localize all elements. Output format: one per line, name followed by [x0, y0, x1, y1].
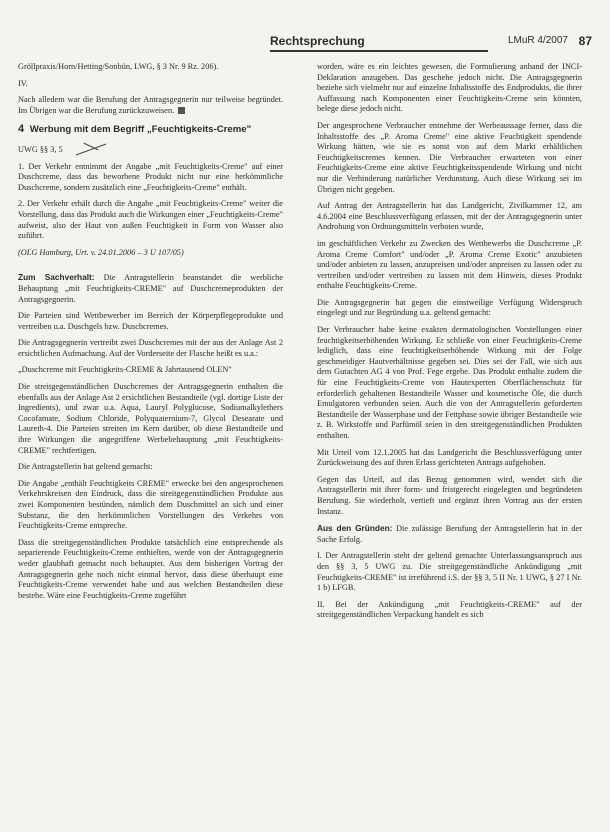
running-head: Rechtsprechung: [270, 34, 488, 52]
end-square-icon: [178, 107, 185, 114]
right-p7: Mit Urteil vom 12.1.2005 hat das Landgericht die Beschlussverfügung unter Zurückweisung des auf ihren Erlass gerichteten Antrags aufgehoben.: [317, 447, 582, 468]
reasons-paragraph: [317, 523, 582, 545]
closing-text: Nach alledem war die Berufung der Antragsgegnerin nur teilweise begründet. Im Übrigen war die Berufung zurückzuweisen.: [18, 95, 283, 115]
handwritten-mark-icon: [73, 144, 111, 154]
right-p8: Gegen das Urteil, auf das Bezug genommen wird, wendet sich die Antragstellerin mit ihrer form- und fristgerecht eingelegten und begründeten Berufung. Sie wiederholt, vertieft und ergänzt ihren Vortrag aus der ersten Instanz.: [317, 474, 582, 516]
guideline-2: 2. Der Verkehr erhält durch die Angabe „mit Feuchtigkeits-Creme" weiter die Vorstellung, dass das Produkt auch die Wirkungen einer „Feuchtigkeits-Creme" aufweist, also der Haut von außen Feuchtigkeit in Form von Wasser also zuführt.: [18, 199, 283, 241]
reasons-r2: II. Bei der Ankündigung „mit Feuchtigkeits-CREME" auf der streitgegenständlichen Verpackung handelt es sich: [317, 599, 582, 620]
right-p4: im geschäftlichen Verkehr zu Zwecken des Wettbewerbs die Duschcreme „P. Aroma Creme Comfort" und/oder „P. Aroma Creme Exotic" anzubieten und/oder anbieten zu lassen, anzupreisen und/oder anpreisen zu lassen oder zu vertreiben und/oder vertreiben zu lassen mit dem Hinweis, dieses Produkt enthalte Feuchtigkeits-Creme.: [317, 238, 582, 291]
right-p2: Der angesprochene Verbraucher entnehme der Werbeaussage ferner, dass die Inhaltsstoffe des „P. Aroma Creme" eine aktive Feuchtigkeit spendende Wirkung hätten, wie sie es sonst von auf dem Markt erhältlichen Feuchtigkeitscremes kennen. Die Verbraucher erwarteten von einer Feuchtigkeits-Creme eine aktive Feuchtigkeitsspendende Wirkung und nicht nur die Verhinderung natürlicher Verdunstung. Auch diese Wirkung sei im Übrigen nicht gegeben.: [317, 120, 582, 194]
facts-p3: Die streitgegenständlichen Duschcremes der Antragsgegnerin enthalten die ebenfalls aus der Anlage Ast 2 ersichtlichen Bestandteile (vgl. dortige Liste der Ingredients), und zwar u.a. Aqua, Lauryl Polyglucose, Sodiumalkylethers Cocofamate, Sodium Chloride, Polyquaternium-7, Glycol Desearate und Laureth-4. Die Parteien streiten im Kern darüber, ob diese Bestandteile und ihre Wirkungen die angegriffene Werbebehauptung „mit Feuchtigkeits-CREME" rechtfertigen.: [18, 382, 283, 455]
facts-label: Zum Sachverhalt:: [18, 272, 95, 283]
facts-paragraph: [18, 272, 283, 305]
facts-p2: Die Antragsgegnerin vertreibt zwei Duschcremes mit der aus der Anlage Ast 2 ersichtlichen Aufmachung. Auf der Vorderseite der Flasche heißt es u.a.:: [18, 338, 283, 358]
product-quote: „Duschcreme mit Feuchtigkeits-CREME & Jahrtausend OLEN": [18, 365, 232, 375]
facts-p1: Die Parteien sind Wettbewerber im Bereich der Körperpflegeprodukte und vertreiben u.a. Duschgels bzw. Duschcremes.: [18, 311, 283, 331]
reasons-label: Aus den Gründen:: [317, 523, 393, 534]
case-heading: [18, 124, 283, 136]
reasons-intro: Die zulässige Berufung der Antragstellerin hat in der Sache Erfolg.: [317, 524, 583, 544]
reasons-r1: I. Der Antragstellerin steht der geltend gemachte Unterlassungsanspruch aus den §§ 3, 5 UWG zu. Die streitgegenständliche Ankündigung „mit Feuchtigkeits-CREME" ist irreführend i.S. der §§ 3, 5 II Nr. 1 UWG, § 27 I Nr. 1 b) LFGB.: [317, 551, 582, 593]
facts-intro: Die Antragstellerin beanstandet die werbliche Behauptung „mit Feuchtigkeits-CREME" auf Duschcremeprodukten der Antragsgegnerin.: [18, 273, 284, 304]
case-number: 4: [18, 123, 25, 136]
right-p1: worden, wäre es ein leichtes gewesen, die Formulierung anhand der INCI-Deklaration anzugeben. Das geschehe jedoch nicht. Die Antragsgegnerin beziehe sich vielmehr nur auf einzelne Inhaltsstoffe des Endprodukts, die ihrer Auffassung nach Komponenten einer Feuchtigkeits-Creme sein könnten, belege diese jedoch nicht.: [317, 62, 582, 114]
facts-p5: Die Angabe „enthält Feuchtigkeits CREME" erwecke bei den angesprochenen Verkehrskreisen den Eindruck, dass die streitgegenständlichen Produkte aus zwei Komponenten bestünden, nämlich dem Duschmittel an sich und einer Substanz, die den herkömmlichen Vorstellungen des Verkehrs von Feuchtigkeits-Creme entspreche.: [18, 478, 283, 531]
right-p3: Auf Antrag der Antragstellerin hat das Landgericht, Zivilkammer 12, am 4.6.2004 eine Beschlussverfügung erlassen, mit der der Antragsgegnerin unter Androhung von Ordnungsmitteln verboten wurde,: [317, 201, 582, 232]
law-reference: [18, 144, 283, 156]
guideline-1: 1. Der Verkehr entnimmt der Angabe „mit Feuchtigkeits-Creme" auf einer Duschcreme, dass das beworbene Produkt nicht nur eine herkömmliche Duschcreme, sondern zusätzlich eine „Feuchtigkeits-Creme" enthält.: [18, 161, 283, 192]
journal-issue: LMuR 4/2007: [507, 35, 568, 46]
left-column: [18, 62, 283, 607]
facts-p4: Die Antragstellerin hat geltend gemacht:: [18, 462, 153, 472]
section-number: IV.: [18, 78, 28, 88]
law-reference-text: UWG §§ 3, 5: [18, 144, 63, 154]
closing-paragraph: [18, 95, 283, 116]
facts-p6: Dass die streitgegenständlichen Produkte tatsächlich eine entsprechende als separierende Feuchtigkeits-Creme enthielten, werde von der Antragsgegnerin weder glaubhaft gemacht noch behauptet. Aus dem bisherigen Vortrag der Antragsgegnerin gehe noch nicht einmal hervor, dass diese überhaupt eine Feuchtigkeits-Creme verwendet habe und aus welchen Bestandteilen diese bestehe. Wäre eine Feuchtigkeits-Creme zugeführt: [18, 537, 283, 600]
right-column: [317, 62, 582, 627]
right-p6: Der Verbraucher habe keine exakten dermatologischen Vorstellungen einer feuchtigkeitserhöhenden Wirkung. Er schließe von einer Feuchtigkeits-Creme lediglich, dass eine feuchtigkeitserhöhende Wirkung mit der Folge geschmeidiger Hautverhältnisse gegeben sei. Dies sei der Fall, wie sich aus dem Gutachten AG 4 von Prof. Fege ergebe. Das Produkt enthalte zudem die für eine Feuchtigkeits-Creme von Hautexperten Oberflächenschutz für erforderlich gehaltenen Bestandteile Wasser und kosmetische Öle, die durch Emulgatoren verbunden seien. Auch die von der Antragstellerin geforderten Bestandteile der Wasserphase und der Fettphase sowie übriger Bestandteile wie z. B. Wirkstoffe und Parfümöl seien in den streitgegenständlichen Produkten enthalten.: [317, 325, 582, 440]
intro-citation: Gröllpraxis/Horn/Hetting/Sonbün, LWG, § 3 Nr. 9 Rz. 206).: [18, 62, 219, 71]
court-reference: (OLG Hamburg, Urt. v. 24.01.2006 – 3 U 107/05): [18, 247, 184, 257]
page-header: [18, 34, 592, 52]
right-p5: Die Antragsgegnerin hat gegen die einstweilige Verfügung Widerspruch eingelegt und zur Begründung u.a. geltend gemacht:: [317, 297, 582, 318]
case-title: Werbung mit dem Begriff „Feuchtigkeits-Creme": [29, 124, 252, 136]
page-number: 87: [578, 34, 592, 48]
